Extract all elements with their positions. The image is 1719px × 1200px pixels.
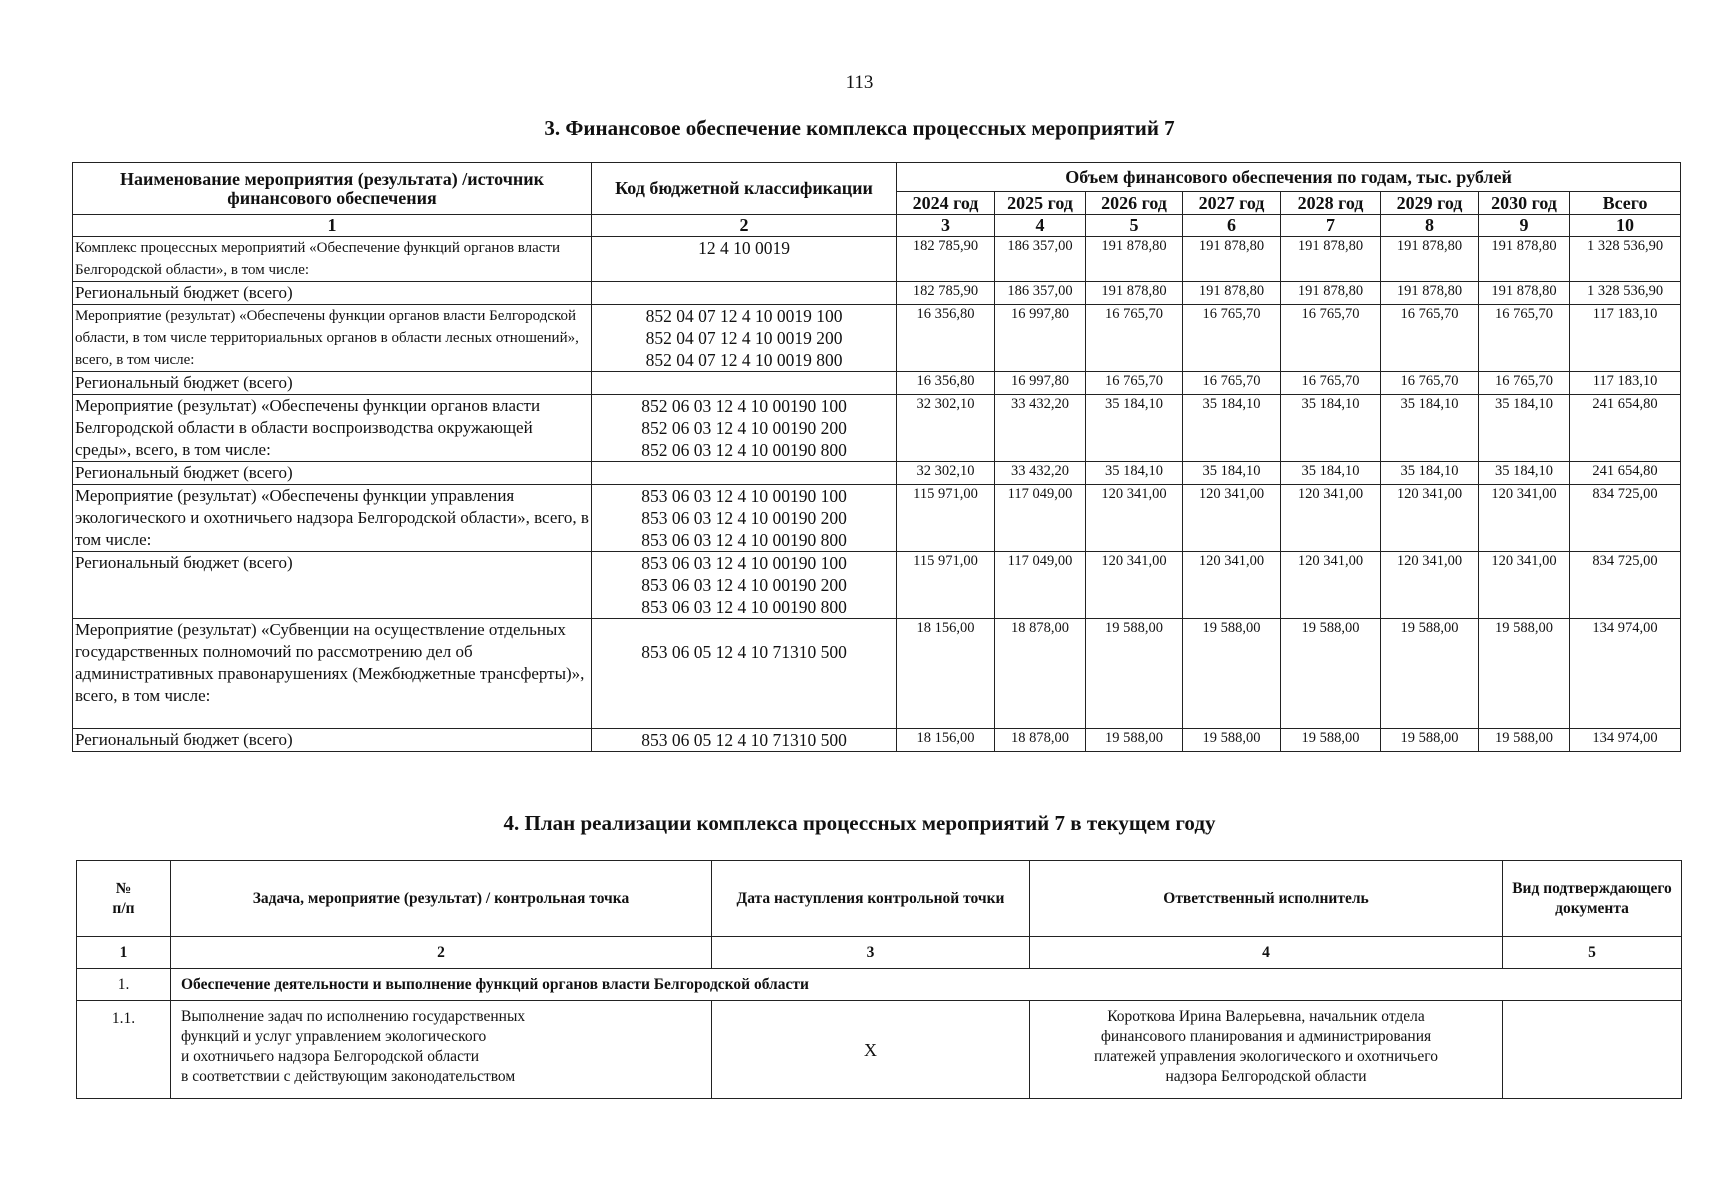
column-number: 5 (1086, 215, 1183, 237)
row-value: 16 765,70 (1381, 372, 1479, 395)
row-value: 16 765,70 (1086, 305, 1183, 372)
row-value: 1 328 536,90 (1570, 237, 1681, 282)
row-value: 35 184,10 (1183, 395, 1281, 462)
plan-row-task: Выполнение задач по исполнению государственных функций и услуг управлением экологического и охотничьего надзора Белгородской области в соответствии с действующим законодательством (171, 1001, 712, 1099)
column-number: 2 (592, 215, 897, 237)
row-value: 120 341,00 (1183, 485, 1281, 552)
row-value: 115 971,00 (897, 485, 995, 552)
column-number: 7 (1281, 215, 1381, 237)
financing-row (73, 305, 1681, 372)
plan-row (77, 1001, 1682, 1099)
row-value: 16 765,70 (1086, 372, 1183, 395)
row-name: Мероприятие (результат) «Субвенции на осуществление отдельных государственных полномочий по рассмотрению дел об административных правонарушениях (Межбюджетные трансферты)», всего, в том числе: (73, 619, 592, 729)
plan-header-doc: Вид подтверждающего документа (1503, 861, 1682, 937)
row-name: Региональный бюджет (всего) (73, 552, 592, 619)
section4-title: 4. План реализации комплекса процессных мероприятий 7 в текущем году (503, 811, 1216, 835)
row-value: 16 765,70 (1183, 372, 1281, 395)
row-value: 120 341,00 (1086, 552, 1183, 619)
row-name: Мероприятие (результат) «Обеспечены функции органов власти Белгородской области в области воспроизводства окружающей среды», всего, в том числе: (73, 395, 592, 462)
plan-header-executor: Ответственный исполнитель (1030, 861, 1503, 937)
row-value: 191 878,80 (1086, 282, 1183, 305)
row-value: 241 654,80 (1570, 395, 1681, 462)
row-value: 117 183,10 (1570, 372, 1681, 395)
row-value: 19 588,00 (1381, 619, 1479, 729)
plan-row-executor: Короткова Ирина Валерьевна, начальник отдела финансового планирования и администрирования платежей управления экологического и охотничьего надзора Белгородской области (1030, 1001, 1503, 1099)
row-value: 35 184,10 (1086, 462, 1183, 485)
header-volume: Объем финансового обеспечения по годам, тыс. рублей (897, 163, 1681, 192)
financing-row (73, 237, 1681, 282)
header-year: 2027 год (1183, 192, 1281, 215)
row-value: 19 588,00 (1183, 619, 1281, 729)
column-number: 6 (1183, 215, 1281, 237)
financing-row (73, 395, 1681, 462)
row-value: 191 878,80 (1479, 237, 1570, 282)
row-value: 191 878,80 (1479, 282, 1570, 305)
row-value: 35 184,10 (1086, 395, 1183, 462)
row-value: 19 588,00 (1479, 619, 1570, 729)
row-value: 19 588,00 (1183, 729, 1281, 752)
row-value: 16 997,80 (995, 372, 1086, 395)
row-value: 35 184,10 (1381, 395, 1479, 462)
row-value: 120 341,00 (1086, 485, 1183, 552)
row-value: 117 049,00 (995, 485, 1086, 552)
row-value: 33 432,20 (995, 395, 1086, 462)
column-number: 8 (1381, 215, 1479, 237)
row-value: 120 341,00 (1281, 485, 1381, 552)
row-value: 16 765,70 (1479, 372, 1570, 395)
row-value: 32 302,10 (897, 462, 995, 485)
row-value: 186 357,00 (995, 237, 1086, 282)
plan-header-task: Задача, мероприятие (результат) / контрольная точка (171, 861, 712, 937)
row-name: Региональный бюджет (всего) (73, 372, 592, 395)
row-value: 182 785,90 (897, 282, 995, 305)
row-code (592, 462, 897, 485)
financing-row (73, 282, 1681, 305)
header-year: 2029 год (1381, 192, 1479, 215)
row-code (592, 372, 897, 395)
row-value: 191 878,80 (1381, 282, 1479, 305)
plan-column-number: 4 (1030, 937, 1503, 969)
row-value: 134 974,00 (1570, 619, 1681, 729)
row-value: 35 184,10 (1281, 395, 1381, 462)
plan-row-date: Х (712, 1001, 1030, 1099)
header-year: 2025 год (995, 192, 1086, 215)
row-value: 18 878,00 (995, 619, 1086, 729)
row-value: 834 725,00 (1570, 552, 1681, 619)
row-name: Мероприятие (результат) «Обеспечены функции управления экологического и охотничьего надзора Белгородской области», всего, в том числе: (73, 485, 592, 552)
row-value: 120 341,00 (1381, 485, 1479, 552)
row-value: 191 878,80 (1281, 237, 1381, 282)
financing-row (73, 485, 1681, 552)
financing-row (73, 462, 1681, 485)
column-number: 10 (1570, 215, 1681, 237)
row-value: 16 356,80 (897, 372, 995, 395)
row-name: Региональный бюджет (всего) (73, 282, 592, 305)
header-year: 2030 год (1479, 192, 1570, 215)
row-value: 18 156,00 (897, 729, 995, 752)
column-number: 1 (73, 215, 592, 237)
plan-group-text: Обеспечение деятельности и выполнение функций органов власти Белгородской области (171, 969, 1682, 1001)
row-value: 120 341,00 (1381, 552, 1479, 619)
row-value: 35 184,10 (1479, 462, 1570, 485)
header-year: Всего (1570, 192, 1681, 215)
header-code: Код бюджетной классификации (592, 163, 897, 215)
header-year: 2024 год (897, 192, 995, 215)
row-value: 16 765,70 (1183, 305, 1281, 372)
row-value: 19 588,00 (1086, 619, 1183, 729)
plan-row-num: 1.1. (77, 1001, 171, 1099)
row-name: Мероприятие (результат) «Обеспечены функции органов власти Белгородской области, в том числе территориальных органов в области лесных отношений», всего, в том числе: (73, 305, 592, 372)
row-value: 120 341,00 (1183, 552, 1281, 619)
plan-column-number: 5 (1503, 937, 1682, 969)
row-value: 16 765,70 (1381, 305, 1479, 372)
plan-column-number: 1 (77, 937, 171, 969)
row-value: 120 341,00 (1479, 552, 1570, 619)
plan-group-row (77, 969, 1682, 1001)
row-value: 134 974,00 (1570, 729, 1681, 752)
header-name: Наименование мероприятия (результата) /источник финансового обеспечения (73, 163, 592, 215)
row-value: 186 357,00 (995, 282, 1086, 305)
row-value: 35 184,10 (1479, 395, 1570, 462)
row-value: 120 341,00 (1281, 552, 1381, 619)
row-value: 191 878,80 (1086, 237, 1183, 282)
column-number: 3 (897, 215, 995, 237)
row-value: 35 184,10 (1183, 462, 1281, 485)
row-value: 16 997,80 (995, 305, 1086, 372)
row-value: 16 765,70 (1281, 372, 1381, 395)
row-value: 19 588,00 (1381, 729, 1479, 752)
row-value: 241 654,80 (1570, 462, 1681, 485)
row-code: 853 06 03 12 4 10 00190 100 853 06 03 12 4 10 00190 200 853 06 03 12 4 10 00190 800 (592, 552, 897, 619)
financing-row (73, 729, 1681, 752)
row-value: 19 588,00 (1281, 729, 1381, 752)
row-value: 32 302,10 (897, 395, 995, 462)
column-number: 9 (1479, 215, 1570, 237)
column-number: 4 (995, 215, 1086, 237)
row-value: 16 356,80 (897, 305, 995, 372)
row-value: 191 878,80 (1183, 282, 1281, 305)
row-value: 35 184,10 (1381, 462, 1479, 485)
row-value: 33 432,20 (995, 462, 1086, 485)
header-year: 2028 год (1281, 192, 1381, 215)
row-code (592, 282, 897, 305)
plan-column-number: 3 (712, 937, 1030, 969)
page-number: 113 (845, 72, 874, 93)
plan-header-date: Дата наступления контрольной точки (712, 861, 1030, 937)
plan-group-num: 1. (77, 969, 171, 1001)
row-code: 12 4 10 0019 (592, 237, 897, 282)
plan-header-num: № п/п (77, 861, 171, 937)
row-value: 19 588,00 (1281, 619, 1381, 729)
row-value: 1 328 536,90 (1570, 282, 1681, 305)
row-code: 853 06 05 12 4 10 71310 500 (592, 619, 897, 729)
plan-row-doc (1503, 1001, 1682, 1099)
row-value: 19 588,00 (1086, 729, 1183, 752)
row-value: 834 725,00 (1570, 485, 1681, 552)
row-name: Региональный бюджет (всего) (73, 729, 592, 752)
row-value: 35 184,10 (1281, 462, 1381, 485)
row-value: 18 156,00 (897, 619, 995, 729)
row-value: 182 785,90 (897, 237, 995, 282)
plan-table (76, 860, 1682, 1099)
row-value: 120 341,00 (1479, 485, 1570, 552)
plan-column-number: 2 (171, 937, 712, 969)
row-value: 191 878,80 (1381, 237, 1479, 282)
financing-row (73, 372, 1681, 395)
row-value: 18 878,00 (995, 729, 1086, 752)
row-code: 853 06 03 12 4 10 00190 100 853 06 03 12 4 10 00190 200 853 06 03 12 4 10 00190 800 (592, 485, 897, 552)
row-value: 16 765,70 (1479, 305, 1570, 372)
row-value: 191 878,80 (1183, 237, 1281, 282)
financing-row (73, 552, 1681, 619)
row-value: 117 049,00 (995, 552, 1086, 619)
row-code: 852 06 03 12 4 10 00190 100 852 06 03 12 4 10 00190 200 852 06 03 12 4 10 00190 800 (592, 395, 897, 462)
row-value: 16 765,70 (1281, 305, 1381, 372)
row-name: Комплекс процессных мероприятий «Обеспечение функций органов власти Белгородской области», в том числе: (73, 237, 592, 282)
header-year: 2026 год (1086, 192, 1183, 215)
row-value: 117 183,10 (1570, 305, 1681, 372)
row-name: Региональный бюджет (всего) (73, 462, 592, 485)
section3-title: 3. Финансовое обеспечение комплекса процессных мероприятий 7 (544, 116, 1175, 140)
row-value: 19 588,00 (1479, 729, 1570, 752)
row-value: 115 971,00 (897, 552, 995, 619)
financing-table (72, 162, 1681, 752)
row-code: 852 04 07 12 4 10 0019 100 852 04 07 12 4 10 0019 200 852 04 07 12 4 10 0019 800 (592, 305, 897, 372)
row-value: 191 878,80 (1281, 282, 1381, 305)
financing-row (73, 619, 1681, 729)
row-code: 853 06 05 12 4 10 71310 500 (592, 729, 897, 752)
